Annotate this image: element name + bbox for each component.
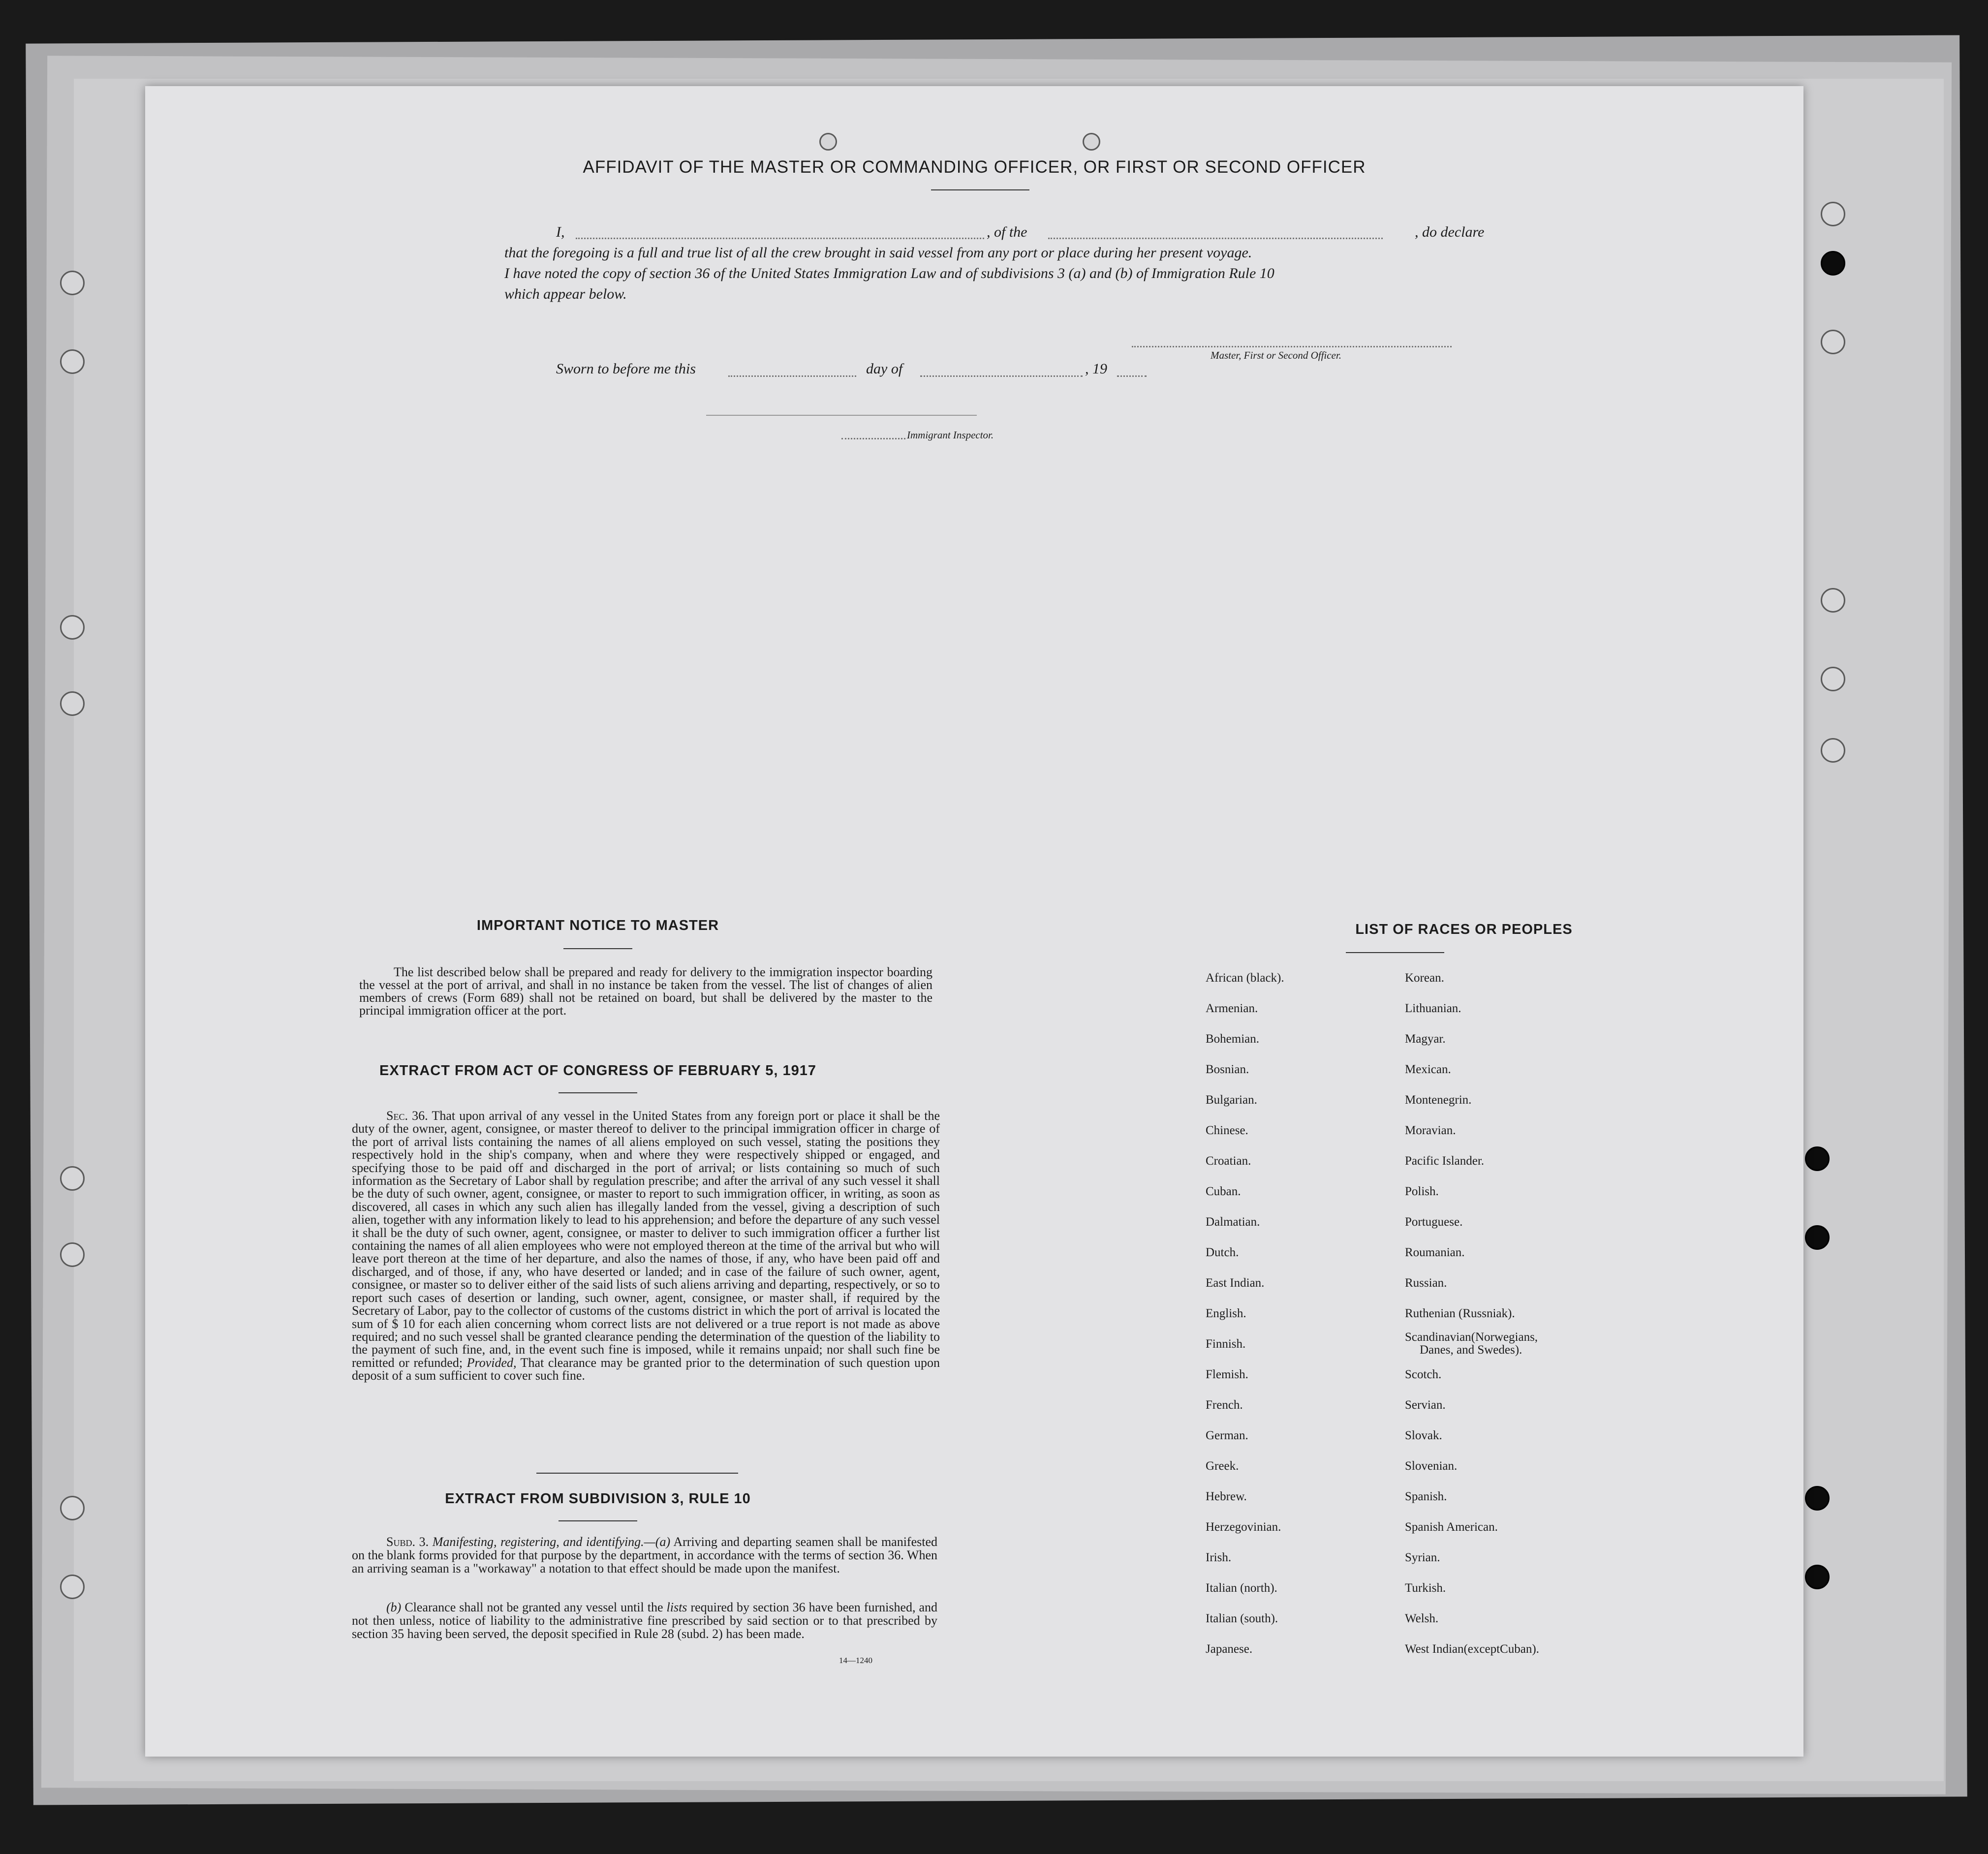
race-item: Pacific Islander. [1405, 1154, 1485, 1168]
race-item: Flemish. [1206, 1368, 1248, 1381]
manifest-page [145, 86, 1803, 1757]
act-provided: Provided, [466, 1355, 517, 1370]
binder-hole [60, 271, 85, 295]
races-title-underline [1346, 952, 1444, 953]
race-item: Montenegrin. [1405, 1093, 1472, 1107]
races-left-column [1206, 963, 1353, 1665]
race-item: Dutch. [1206, 1246, 1239, 1259]
act-title-underline [559, 1092, 637, 1093]
notice-title: IMPORTANT NOTICE TO MASTER [476, 918, 719, 933]
affidavit-line-3: I have noted the copy of section 36 of the United States Immigration Law and of subdivisions 3 (a) and (b) of Immigration Rule 10 [504, 265, 1274, 281]
binder-hole [1805, 1225, 1830, 1250]
act-section-36-text [352, 1110, 940, 1383]
binder-hole [60, 1166, 85, 1191]
race-item: Greek. [1206, 1459, 1239, 1473]
sworn-year-field[interactable] [1117, 375, 1147, 377]
title-underline [931, 189, 1029, 190]
affidavit-line-2: that the foregoing is a full and true list of all the crew brought in said vessel from any port or place during her present voyage. [504, 245, 1252, 261]
binder-hole [60, 615, 85, 640]
race-item: Mexican. [1405, 1063, 1451, 1076]
race-item: Italian (north). [1206, 1581, 1277, 1595]
inspector-signature-field[interactable] [706, 415, 977, 416]
race-item: Scotch. [1405, 1368, 1442, 1381]
binder-hole [1821, 202, 1845, 226]
races-right-column [1405, 963, 1602, 1665]
sworn-month-field[interactable] [920, 375, 1083, 377]
race-item: German. [1206, 1429, 1248, 1442]
race-item: Polish. [1405, 1185, 1439, 1198]
binder-hole [60, 691, 85, 716]
race-item: Portuguese. [1405, 1215, 1463, 1229]
race-item: Chinese. [1206, 1124, 1248, 1137]
race-item: Ruthenian (Russniak). [1405, 1307, 1515, 1320]
day-of-text: day of [866, 361, 903, 377]
race-item: Russian. [1405, 1276, 1447, 1290]
race-item: Spanish. [1405, 1490, 1447, 1503]
race-item: West Indian(exceptCuban). [1405, 1642, 1539, 1656]
rule-subd-body: Arriving and departing seamen shall be manifested on the blank forms provided for that purpose by the department, in accordance with the terms of section 36. When an arriving seaman is a "workaway" a notation to that effect should be made upon the manifest. [352, 1535, 938, 1576]
race-item: Cuban. [1206, 1185, 1241, 1198]
master-signature-label: Master, First or Second Officer. [1211, 349, 1341, 361]
rule-b-lists: lists [666, 1600, 687, 1614]
act-section-label: Sec. 36. [386, 1109, 428, 1123]
race-item: Finnish. [1206, 1337, 1246, 1351]
binder-hole [1821, 588, 1845, 613]
notice-title-underline [563, 948, 632, 949]
sworn-line [556, 361, 1196, 380]
inspector-label: Immigrant Inspector. [907, 429, 994, 441]
binder-hole [1083, 133, 1100, 151]
notice-text: The list described below shall be prepared and ready for delivery to the immigration inspector boarding the vessel at the port of arrival, and shall in no instance be taken from the vessel. The list of changes of alien members of crews (Form 689) shall not be retained on board, but shall be delivered by the master to the principal immigration officer at the port. [359, 965, 932, 1018]
race-item: Bohemian. [1206, 1032, 1260, 1046]
race-item-scandinavian [1405, 1329, 1602, 1360]
race-item: Bulgarian. [1206, 1093, 1257, 1107]
master-name-field[interactable] [576, 238, 984, 239]
binder-hole [1805, 1146, 1830, 1171]
rule-subdivision-a-text [352, 1535, 937, 1575]
rule-subd-label: Subd. 3. [386, 1535, 429, 1549]
year-text: , 19 [1085, 361, 1107, 377]
sworn-day-field[interactable] [728, 375, 856, 377]
rule-title-underline [559, 1520, 637, 1521]
race-item: French. [1206, 1398, 1243, 1412]
race-item: Lithuanian. [1405, 1002, 1461, 1015]
race-item: Hebrew. [1206, 1490, 1247, 1503]
race-item: East Indian. [1206, 1276, 1265, 1290]
rule-extract-title: EXTRACT FROM SUBDIVISION 3, RULE 10 [445, 1491, 751, 1507]
race-item: Croatian. [1206, 1154, 1251, 1168]
binder-hole [1805, 1565, 1830, 1589]
race-item: Korean. [1405, 971, 1444, 985]
binder-hole [1821, 667, 1845, 691]
inspector-leader-dots [841, 438, 905, 439]
act-section-body: That upon arrival of any vessel in the United States from any foreign port or place it shall be the duty of the owner, agent, consignee, or master thereof to deliver to the principal immigration officer in charge of the port of arrival lists containing the names of all aliens employed on such vessel, stating the positions they respectively hold in the ship's company, when and where they were respectively shipped or engaged, and specifying those to be paid off and discharged in the port of arrival; or lists containing so much of such information as the Secretary of Labor shall by regulation prescribe; and after the arrival of any such vessel it shall be the duty of such owner, agent, consignee, or master to report to such immigration officer, in writing, as soon as discovered, all cases in which any such alien has illegally landed from the vessel, giving a description of such alien, together with any information likely to lead to his apprehension; and before the departure of any such vessel it shall be the duty of such owner, agent, consignee, or master to deliver to such immigration officer a further list containing the names of all alien employees who were not employed thereon at the time of the arrival but who will leave port thereon at the time of her departure, and also the names of those, if any, who have been paid off and discharged, and of those, if any, who have deserted or landed; and in case of the failure of such owner, agent, consignee, or master so to deliver either of the said lists of such aliens arriving and departing, respectively, or so to report such cases of desertion or landing, such owner, agent, consignee, or master shall, if required by the Secretary of Labor, pay to the collector of customs of the customs district in which the port of arrival is located the sum of $ 10 for each alien concerning whom correct lists are not delivered or a true report is not made as above required; and no such vessel shall be granted clearance pending the determination of the question of the liability to the payment of such fine, and, in the event such fine is imposed, while it remains unpaid; nor shall such fine be remitted or refunded; [352, 1109, 940, 1370]
race-item: Italian (south). [1206, 1612, 1278, 1625]
race-item: Welsh. [1405, 1612, 1439, 1625]
race-item: Roumanian. [1405, 1246, 1465, 1259]
binder-hole [60, 1575, 85, 1599]
rule-b-text-2: required by section 36 have been furnished, and not then unless, notice of liability to the administrative fine prescribed by said section or to that prescribed by section 35 having been served, the deposit specified in Rule 28 (subd. 2) has been made. [352, 1600, 938, 1641]
form-number: 14—1240 [839, 1656, 872, 1665]
act-section-end: That clearance may be granted prior to the determination of such question upon deposit of a sum sufficient to cover such fine. [352, 1355, 940, 1383]
vessel-name-field[interactable] [1048, 238, 1383, 239]
affidavit-line-4: which appear below. [504, 286, 627, 302]
binder-hole [60, 1496, 85, 1520]
race-item: Magyar. [1405, 1032, 1446, 1046]
race-item: Irish. [1206, 1551, 1232, 1564]
race-item: Moravian. [1405, 1124, 1456, 1137]
affidavit-of-the: , of the [987, 224, 1027, 240]
binder-hole [60, 1242, 85, 1267]
affidavit-line-1 [556, 224, 1604, 244]
affidavit-declare: , do declare [1415, 224, 1485, 240]
race-item: Turkish. [1405, 1581, 1446, 1595]
race-item: Spanish American. [1405, 1520, 1498, 1534]
affidavit-i: I, [556, 224, 565, 240]
rule-b-label: (b) [386, 1600, 402, 1614]
sworn-text: Sworn to before me this [556, 361, 696, 377]
race-item: Slovak. [1405, 1429, 1442, 1442]
rule-subd-heading: Manifesting, registering, and identifying.—(a) [432, 1535, 671, 1549]
race-item: Syrian. [1405, 1551, 1440, 1564]
master-signature-field[interactable] [1132, 346, 1452, 347]
act-end-rule [536, 1473, 738, 1474]
binder-hole [60, 349, 85, 374]
race-item: Slovenian. [1405, 1459, 1458, 1473]
race-item: English. [1206, 1307, 1246, 1320]
affidavit-title: AFFIDAVIT OF THE MASTER OR COMMANDING OFFICER, OR FIRST OR SECOND OFFICER [583, 157, 1366, 177]
binder-hole [1821, 330, 1845, 354]
race-item: Japanese. [1206, 1642, 1253, 1656]
race-item: Servian. [1405, 1398, 1446, 1412]
binder-hole [1821, 251, 1845, 276]
race-item: Scandinavian(Norwegians, [1405, 1330, 1538, 1344]
rule-subdivision-b-text [352, 1601, 937, 1640]
races-title: LIST OF RACES OR PEOPLES [1355, 922, 1573, 937]
race-item: Armenian. [1206, 1002, 1258, 1015]
race-item: Dalmatian. [1206, 1215, 1260, 1229]
binder-hole [1805, 1486, 1830, 1511]
binder-hole [819, 133, 837, 151]
race-item: African (black). [1206, 971, 1284, 985]
race-item: Herzegovinian. [1206, 1520, 1281, 1534]
race-item-continuation: Danes, and Swedes). [1420, 1343, 1522, 1357]
race-item: Bosnian. [1206, 1063, 1249, 1076]
binder-hole [1821, 738, 1845, 763]
rule-b-text-1: Clearance shall not be granted any vessel until the [404, 1600, 663, 1614]
act-extract-title: EXTRACT FROM ACT OF CONGRESS OF FEBRUARY 5, 1917 [379, 1063, 817, 1079]
